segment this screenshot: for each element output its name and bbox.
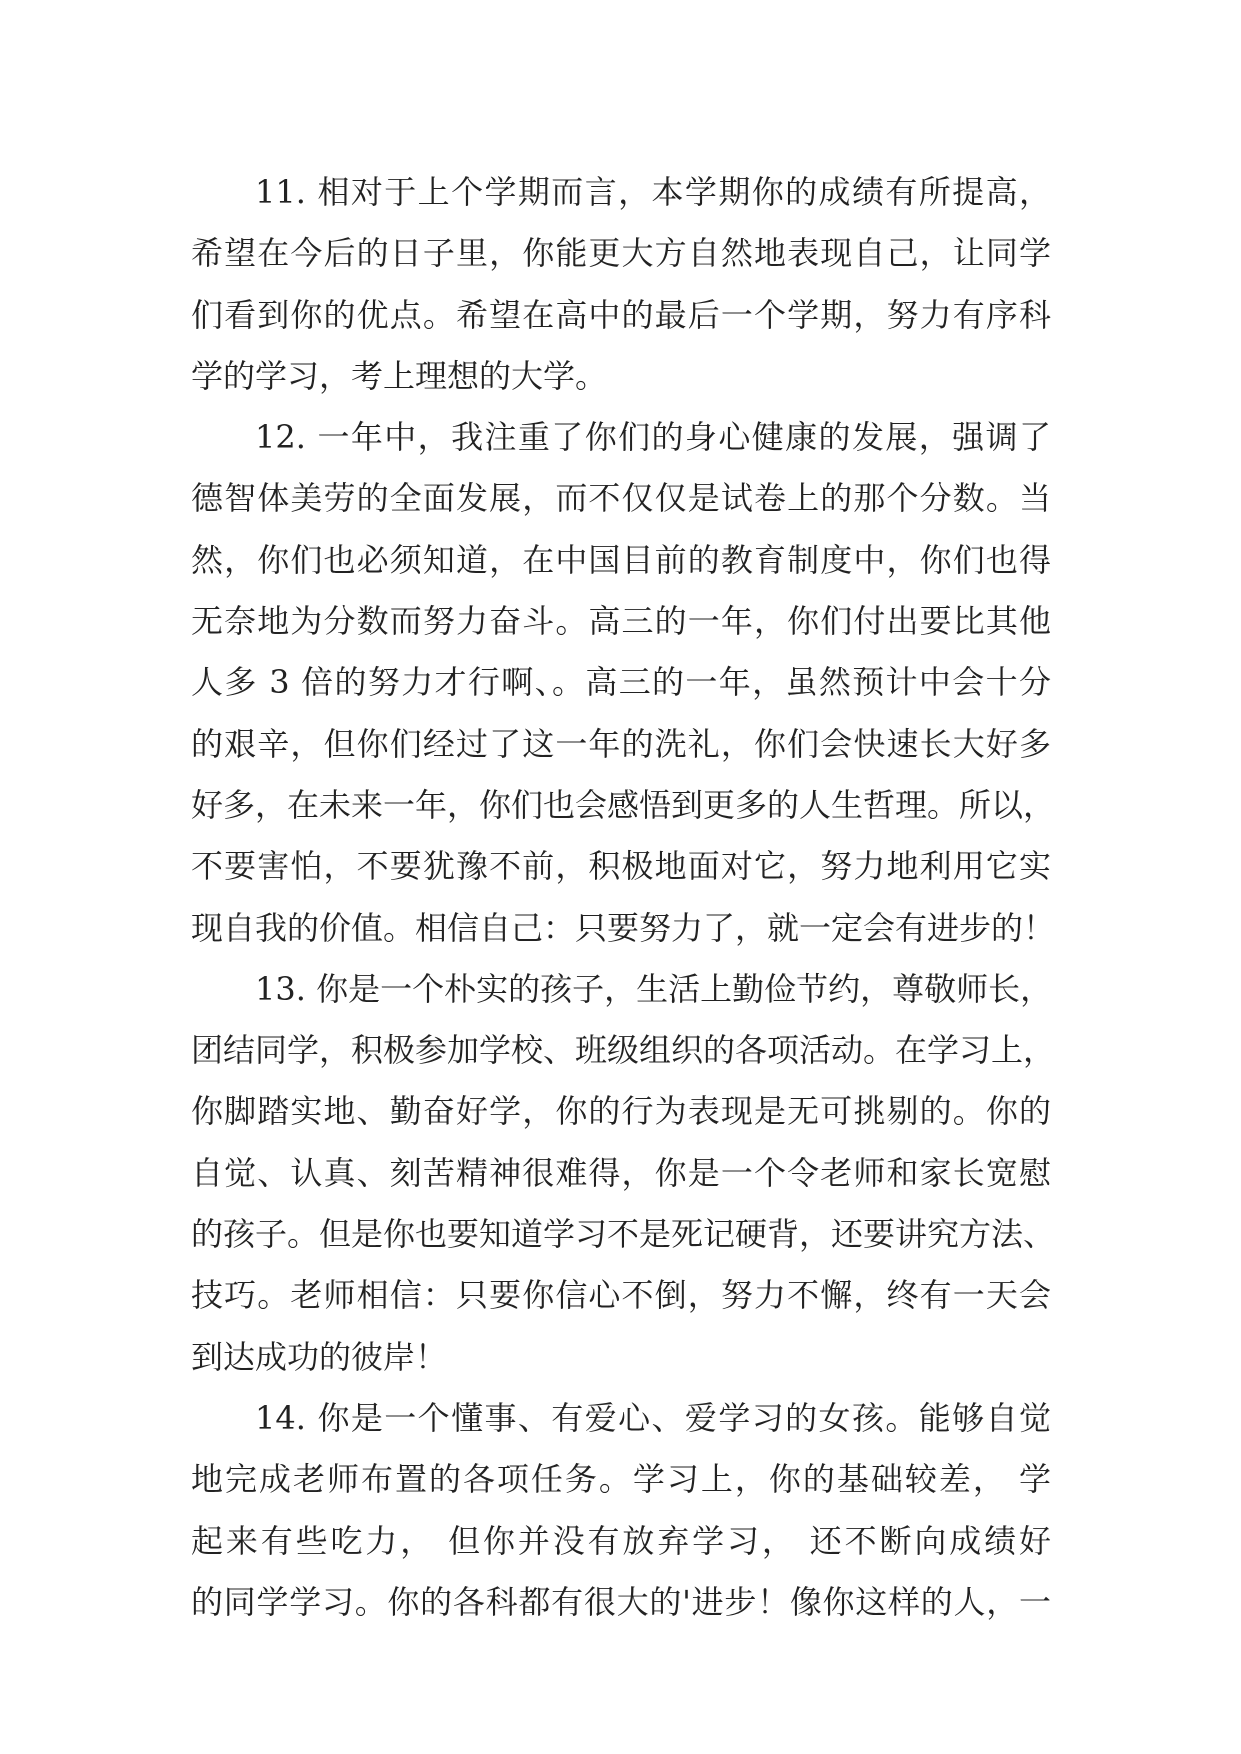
text-line: 13. 你是一个朴实的孩子，生活上勤俭节约，尊敬师长，	[255, 969, 1053, 1008]
paragraph-11	[191, 162, 1051, 407]
text-line: 起来有些吃力， 但你并没有放弃学习， 还不断向成绩好	[191, 1521, 1051, 1560]
text-line: 无奈地为分数而努力奋斗。高三的一年，你们付出要比其他	[191, 602, 1051, 641]
text-line: 到达成功的彼岸！	[191, 1337, 448, 1376]
document-page	[191, 162, 1056, 1633]
text-line: 学的学习，考上理想的大学。	[191, 356, 608, 395]
text-line: 的同学学习。你的各科都有很大的'进步！像你这样的人，一	[191, 1582, 1051, 1621]
text-line: 现自我的价值。相信自己：只要努力了，就一定会有进步的！	[191, 908, 1056, 947]
text-line: 希望在今后的日子里，你能更大方自然地表现自己，让同学	[191, 234, 1051, 273]
text-line: 团结同学，积极参加学校、班级组织的各项活动。在学习上，	[191, 1031, 1056, 1070]
text-line: 不要害怕，不要犹豫不前，积极地面对它，努力地利用它实	[191, 847, 1051, 886]
text-line: 你脚踏实地、勤奋好学，你的行为表现是无可挑剔的。你的	[191, 1092, 1051, 1131]
text-line: 14. 你是一个懂事、有爱心、爱学习的女孩。能够自觉	[255, 1398, 1051, 1437]
text-line: 们看到你的优点。希望在高中的最后一个学期，努力有序科	[191, 295, 1051, 334]
text-line: 技巧。老师相信：只要你信心不倒，努力不懈，终有一天会	[191, 1276, 1051, 1315]
paragraph-12	[191, 407, 1056, 959]
paragraph-13	[191, 959, 1056, 1388]
text-line: 自觉、认真、刻苦精神很难得，你是一个令老师和家长宽慰	[191, 1153, 1051, 1192]
paragraph-14	[191, 1388, 1051, 1633]
text-line: 好多，在未来一年，你们也会感悟到更多的人生哲理。所以，	[191, 785, 1056, 824]
text-line: 11. 相对于上个学期而言，本学期你的成绩有所提高，	[255, 173, 1051, 211]
text-line: 的艰辛，但你们经过了这一年的洗礼，你们会快速长大好多	[191, 724, 1051, 763]
text-line: 12. 一年中，我注重了你们的身心健康的发展，强调了	[255, 418, 1051, 457]
text-line: 地完成老师布置的各项任务。学习上，你的基础较差， 学	[191, 1460, 1051, 1499]
text-line: 德智体美劳的全面发展，而不仅仅是试卷上的那个分数。当	[191, 479, 1051, 518]
text-line: 人多 3 倍的努力才行啊、。高三的一年，虽然预计中会十分	[191, 663, 1051, 702]
text-line: 的孩子。但是你也要知道学习不是死记硬背，还要讲究方法、	[191, 1215, 1056, 1254]
text-line: 然，你们也必须知道，在中国目前的教育制度中，你们也得	[191, 540, 1051, 579]
